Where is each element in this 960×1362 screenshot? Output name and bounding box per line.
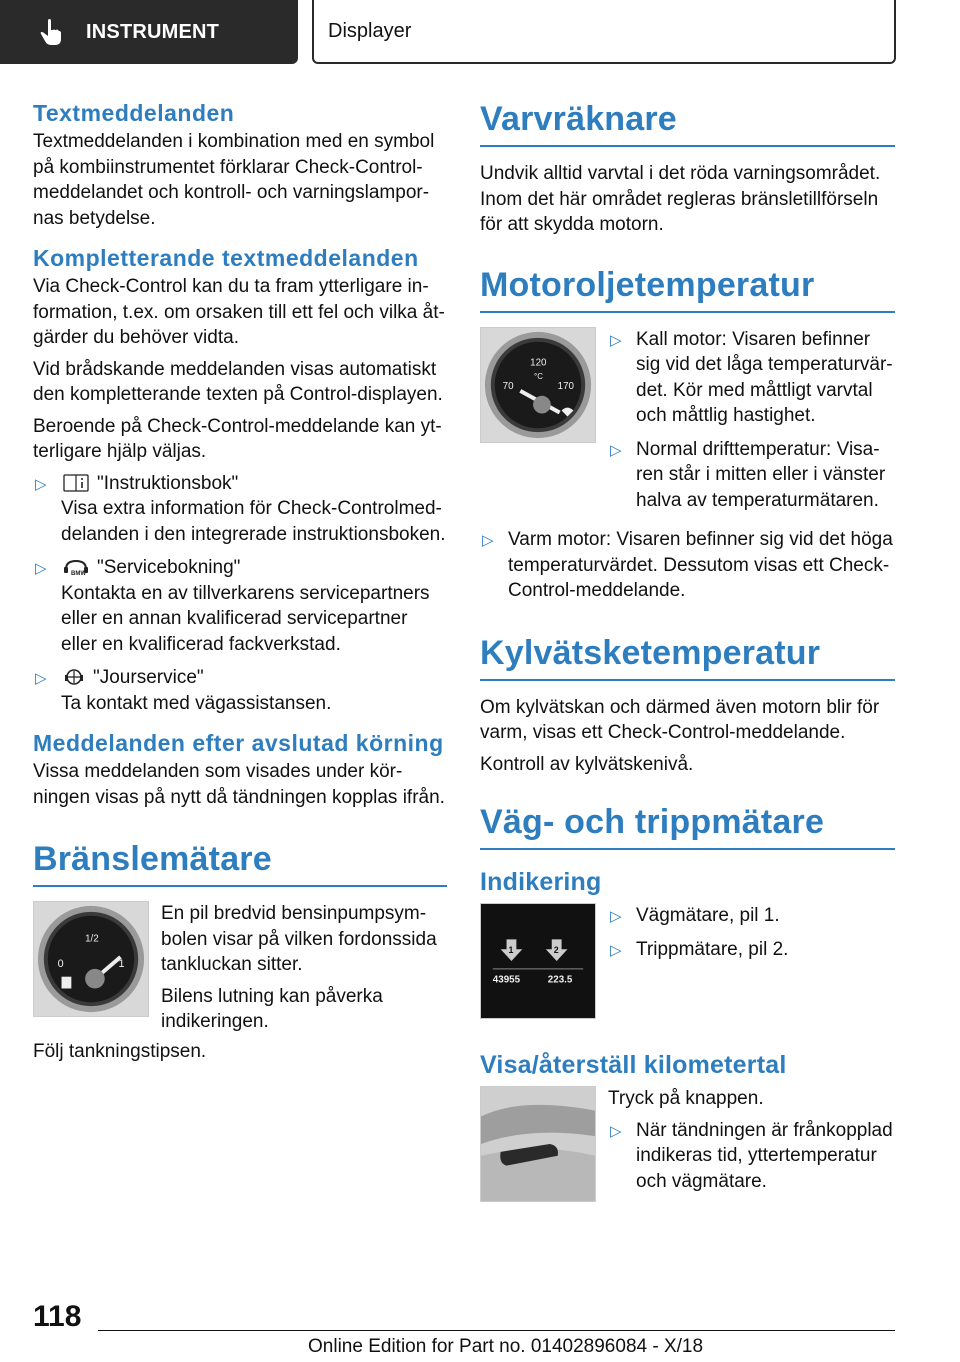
item-label: "Jourservice" (93, 667, 204, 688)
odometer-figure-row (480, 903, 895, 1019)
item-text: Vägmätare, pil 1. (636, 905, 780, 926)
item-label: "Instruktionsbok" (97, 472, 239, 494)
chapter-box (312, 0, 896, 64)
trip-value: 223.5 (547, 974, 573, 986)
left-column (33, 100, 447, 1064)
paragraph: Via Check-Control kan du ta fram ytterligare information, t.ex. om orsaken till ett fel och vilka åtgärder du behöver vidta. (33, 276, 445, 348)
list-item (33, 471, 447, 548)
footer-divider (98, 1330, 895, 1331)
roadside-assistance-icon (63, 668, 85, 688)
heading-efter-korning: Meddelanden efter avslutad körning (33, 730, 444, 756)
list-item (33, 665, 447, 716)
triangle-bullet-icon: ▷ (610, 1122, 622, 1140)
triangle-bullet-icon: ▷ (35, 670, 47, 687)
page-footer (0, 1290, 960, 1362)
paragraph: Undvik alltid varvtal i det röda varningsområdet. Inom det här området regleras bränsletillförseln för att skydda motorn. (480, 163, 881, 235)
heading-varvraknare: Varvräknare (480, 100, 895, 147)
oil-figure-row (480, 327, 895, 522)
paragraph: Kontroll av kylvätskenivå. (480, 753, 694, 775)
edition-text: Online Edition for Part no. 01402896084 - X/18 (308, 1336, 704, 1357)
paragraph: Följ tankningstipsen. (33, 1040, 207, 1062)
fuel-gauge-image (33, 901, 149, 1017)
page-header (0, 0, 960, 68)
chapter-title: Displayer (328, 19, 412, 42)
heading-kylvatsketemperatur: Kylvätsketemperatur (480, 634, 895, 681)
bmw-service-icon (63, 558, 89, 578)
arrow-2-label: 2 (553, 945, 559, 956)
reset-text (608, 1086, 895, 1202)
gauge-mark-right: 1 (118, 957, 125, 970)
fuel-figure-row (33, 901, 447, 1035)
item-desc: Ta kontakt med vägassistansen. (61, 692, 332, 714)
triangle-bullet-icon: ▷ (35, 560, 47, 577)
paragraph: Bilens lutning kan påverka indikeringen. (161, 985, 383, 1032)
book-info-icon (63, 474, 89, 492)
heading-branslematare: Bränslemätare (33, 840, 447, 887)
paragraph: En pil bredvid bensinpumpsymbolen visar på vilken fordonssida tankluckan sitter. (161, 903, 437, 975)
paragraph: Beroende på Check-Control-meddelande kan ytterligare hjälp väljas. (33, 415, 442, 462)
paragraph: Tryck på knappen. (608, 1088, 764, 1109)
triangle-bullet-icon: ▷ (610, 941, 622, 959)
heading-visa-aterstall: Visa/återställ kilometertal (480, 1051, 787, 1079)
hand-pointer-icon (40, 19, 62, 45)
oil-text (608, 327, 895, 522)
gauge-mark-left: 0 (57, 957, 64, 970)
item-text: Varm motor: Visaren befinner sig vid det höga temperaturvärdet. Dessutom visas ett Check-Control-meddelande. (508, 529, 893, 601)
list-item (608, 327, 895, 429)
paragraph: Vissa meddelanden som visades under körningen visas på nytt då tändningen kopplas ifrån. (33, 761, 445, 808)
oil-mark-low: 70 (502, 380, 514, 392)
list-item (608, 937, 895, 963)
list-item (33, 555, 447, 657)
item-label: "Servicebokning" (97, 557, 241, 578)
item-text: Normal drifttemperatur: Visaren står i mitten eller i vänster halva av temperaturmätaren. (636, 438, 886, 511)
odometer-value: 43955 (492, 974, 521, 986)
svg-text:BMW: BMW (71, 570, 86, 577)
triangle-bullet-icon: ▷ (610, 908, 622, 925)
section-title: INSTRUMENT (86, 20, 220, 43)
arrow-1-label: 1 (508, 945, 514, 956)
reset-figure-row (480, 1086, 895, 1202)
list-item (608, 437, 895, 514)
triangle-bullet-icon: ▷ (482, 532, 494, 549)
heading-indikering: Indikering (480, 868, 602, 896)
item-text: Kall motor: Visaren befinner sig vid det låga temperaturvärdet. Kör med måttligt varvtal och måttlig hastighet. (636, 328, 893, 426)
oil-list-cont (480, 527, 895, 604)
gauge-mark-mid: 1/2 (85, 933, 99, 945)
heading-textmeddelanden: Textmeddelanden (33, 100, 235, 126)
reset-list (608, 1118, 895, 1195)
reset-button-image (480, 1086, 596, 1202)
fuel-text (161, 901, 447, 1035)
triangle-bullet-icon: ▷ (610, 441, 622, 459)
option-list (33, 471, 447, 717)
heading-vag-trippmatare: Väg- och trippmätare (480, 803, 895, 850)
oil-list (608, 327, 895, 514)
heading-kompletterande: Kompletterande textmeddelanden (33, 245, 419, 271)
paragraph: Om kylvätskan och därmed även motorn blir för varm, visas ett Check-Control-meddelande. (480, 696, 880, 743)
item-text: När tändningen är frånkopplad indikeras tid, yttertemperatur och vägmätare. (636, 1119, 893, 1192)
list-item (608, 1118, 895, 1195)
triangle-bullet-icon: ▷ (610, 331, 622, 349)
right-column (480, 100, 895, 1202)
odometer-display-image (480, 903, 596, 1019)
section-tab (0, 0, 298, 64)
oil-unit: °C (534, 371, 543, 381)
triangle-bullet-icon: ▷ (35, 475, 47, 493)
list-item (480, 527, 895, 604)
heading-motoroljetemperatur: Motoroljetemperatur (480, 266, 895, 313)
oil-mark-high: 170 (557, 380, 575, 392)
item-text: Trippmätare, pil 2. (636, 938, 789, 960)
page-number: 118 (33, 1300, 82, 1333)
item-desc: Kontakta en av tillverkarens servicepartners eller en annan kvalificerad servicepartner eller en kvalificerad fackverkstad. (61, 582, 430, 655)
paragraph: Textmeddelanden i kombination med en symbol på kombiinstrumentet förklarar Check-Control-meddelandet och kontroll- och varningslampornas betydelse. (33, 131, 435, 229)
odometer-text (608, 903, 895, 970)
paragraph: Vid brådskande meddelanden visas automatiskt den kompletterande texten på Control-displayen. (33, 358, 443, 405)
indikering-list (608, 903, 895, 962)
item-desc: Visa extra information för Check-Controlmeddelanden i den integrerade instruktionsboken. (61, 498, 446, 545)
oil-mark-mid: 120 (530, 356, 547, 368)
list-item (608, 903, 895, 929)
oil-temperature-gauge-image (480, 327, 596, 443)
